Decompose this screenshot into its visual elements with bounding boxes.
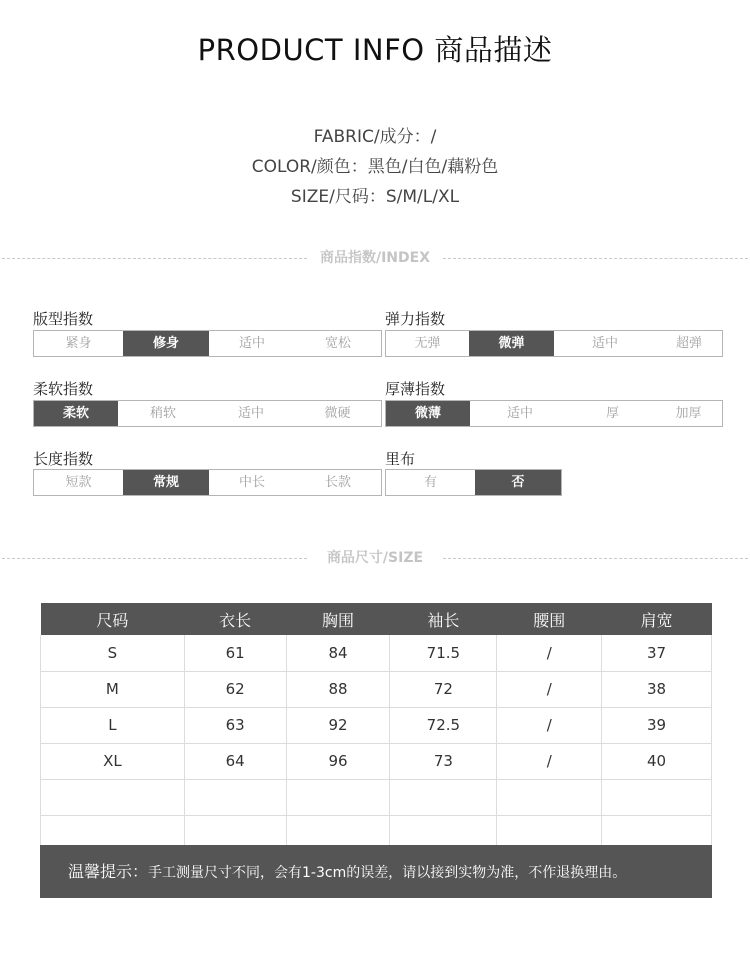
table-row [41,707,712,743]
index-option: 无弹 [414,336,441,351]
index-scale [33,469,382,496]
table-cell: 71.5 [390,635,497,671]
index-label: 柔软指数 [33,380,94,398]
index-option: 适中 [506,406,533,421]
index-scale [33,330,382,357]
size-section-label: 商品尺寸/SIZE [326,550,424,566]
table-cell: 62 [184,671,286,707]
table-cell: 72.5 [390,707,497,743]
size-table-header [41,603,712,635]
table-cell: / [497,635,602,671]
table-cell: 63 [184,707,286,743]
size-info: SIZE/尺码：S/M/L/XL [290,187,460,207]
table-cell: 88 [286,671,390,707]
index-option: 超弹 [675,336,702,351]
index-label: 长度指数 [33,450,94,468]
index-option: 适中 [238,336,265,351]
index-option: 短款 [65,475,92,490]
table-header-cell: 胸围 [286,603,390,635]
table-cell: M [41,671,185,707]
table-header-cell: 肩宽 [602,603,712,635]
notice-text: 手工测量尺寸不同，会有1-3cm的误差，请以接到实物为准，不作退换理由。 [148,865,627,881]
color-info: COLOR/颜色：黑色/白色/藕粉色 [251,157,499,177]
table-cell: / [497,743,602,779]
index-label: 里布 [385,450,416,468]
index-option-selected: 常规 [123,470,209,495]
index-label: 厚薄指数 [385,380,446,398]
table-row [41,779,712,815]
index-option: 有 [423,475,437,490]
table-row [41,743,712,779]
index-scale [385,400,723,427]
page-title: PRODUCT INFO 商品描述 [197,33,553,67]
index-option: 厚 [605,406,619,421]
table-cell [184,779,286,815]
table-header-cell: 袖长 [390,603,497,635]
table-cell: 96 [286,743,390,779]
index-option: 适中 [591,336,618,351]
index-option-selected: 柔软 [34,401,118,426]
table-cell: 84 [286,635,390,671]
table-header-cell: 尺码 [41,603,185,635]
index-option: 长款 [324,475,351,490]
table-header-cell: 腰围 [497,603,602,635]
table-cell: / [497,671,602,707]
table-cell [602,779,712,815]
table-header-cell: 衣长 [184,603,286,635]
table-cell: 92 [286,707,390,743]
index-label: 弹力指数 [385,310,446,328]
size-table [40,603,712,852]
index-option: 微硬 [324,406,351,421]
notice-bar [40,845,712,898]
index-scale [385,469,562,496]
divider-line-right [443,258,748,259]
table-row [41,635,712,671]
index-option-selected: 否 [475,470,561,495]
table-cell: 37 [602,635,712,671]
table-cell: L [41,707,185,743]
table-cell: XL [41,743,185,779]
table-cell [41,779,185,815]
index-scale [385,330,723,357]
table-cell: 61 [184,635,286,671]
index-option: 适中 [237,406,264,421]
divider-line-left [2,258,307,259]
index-option-selected: 修身 [123,331,209,356]
divider-line-left [2,558,307,559]
table-row [41,671,712,707]
index-option: 紧身 [65,336,92,351]
index-option: 中长 [238,475,265,490]
table-cell: 72 [390,671,497,707]
fabric-info: FABRIC/成分：/ [313,127,437,147]
table-cell: 39 [602,707,712,743]
table-cell [390,779,497,815]
index-section-label: 商品指数/INDEX [319,250,431,266]
index-option-selected: 微弹 [469,331,554,356]
table-cell [497,779,602,815]
index-option-selected: 微薄 [386,401,470,426]
table-cell [286,779,390,815]
index-option: 稍软 [149,406,176,421]
table-cell: S [41,635,185,671]
table-cell: 64 [184,743,286,779]
table-cell: 40 [602,743,712,779]
notice-prefix: 温馨提示： [68,862,149,881]
table-cell: / [497,707,602,743]
table-cell: 73 [390,743,497,779]
size-section-divider [2,548,748,568]
index-option: 宽松 [324,336,351,351]
index-scale [33,400,382,427]
index-option: 加厚 [675,406,702,421]
index-label: 版型指数 [33,310,94,328]
divider-line-right [443,558,748,559]
index-section-divider [2,248,748,268]
table-cell: 38 [602,671,712,707]
